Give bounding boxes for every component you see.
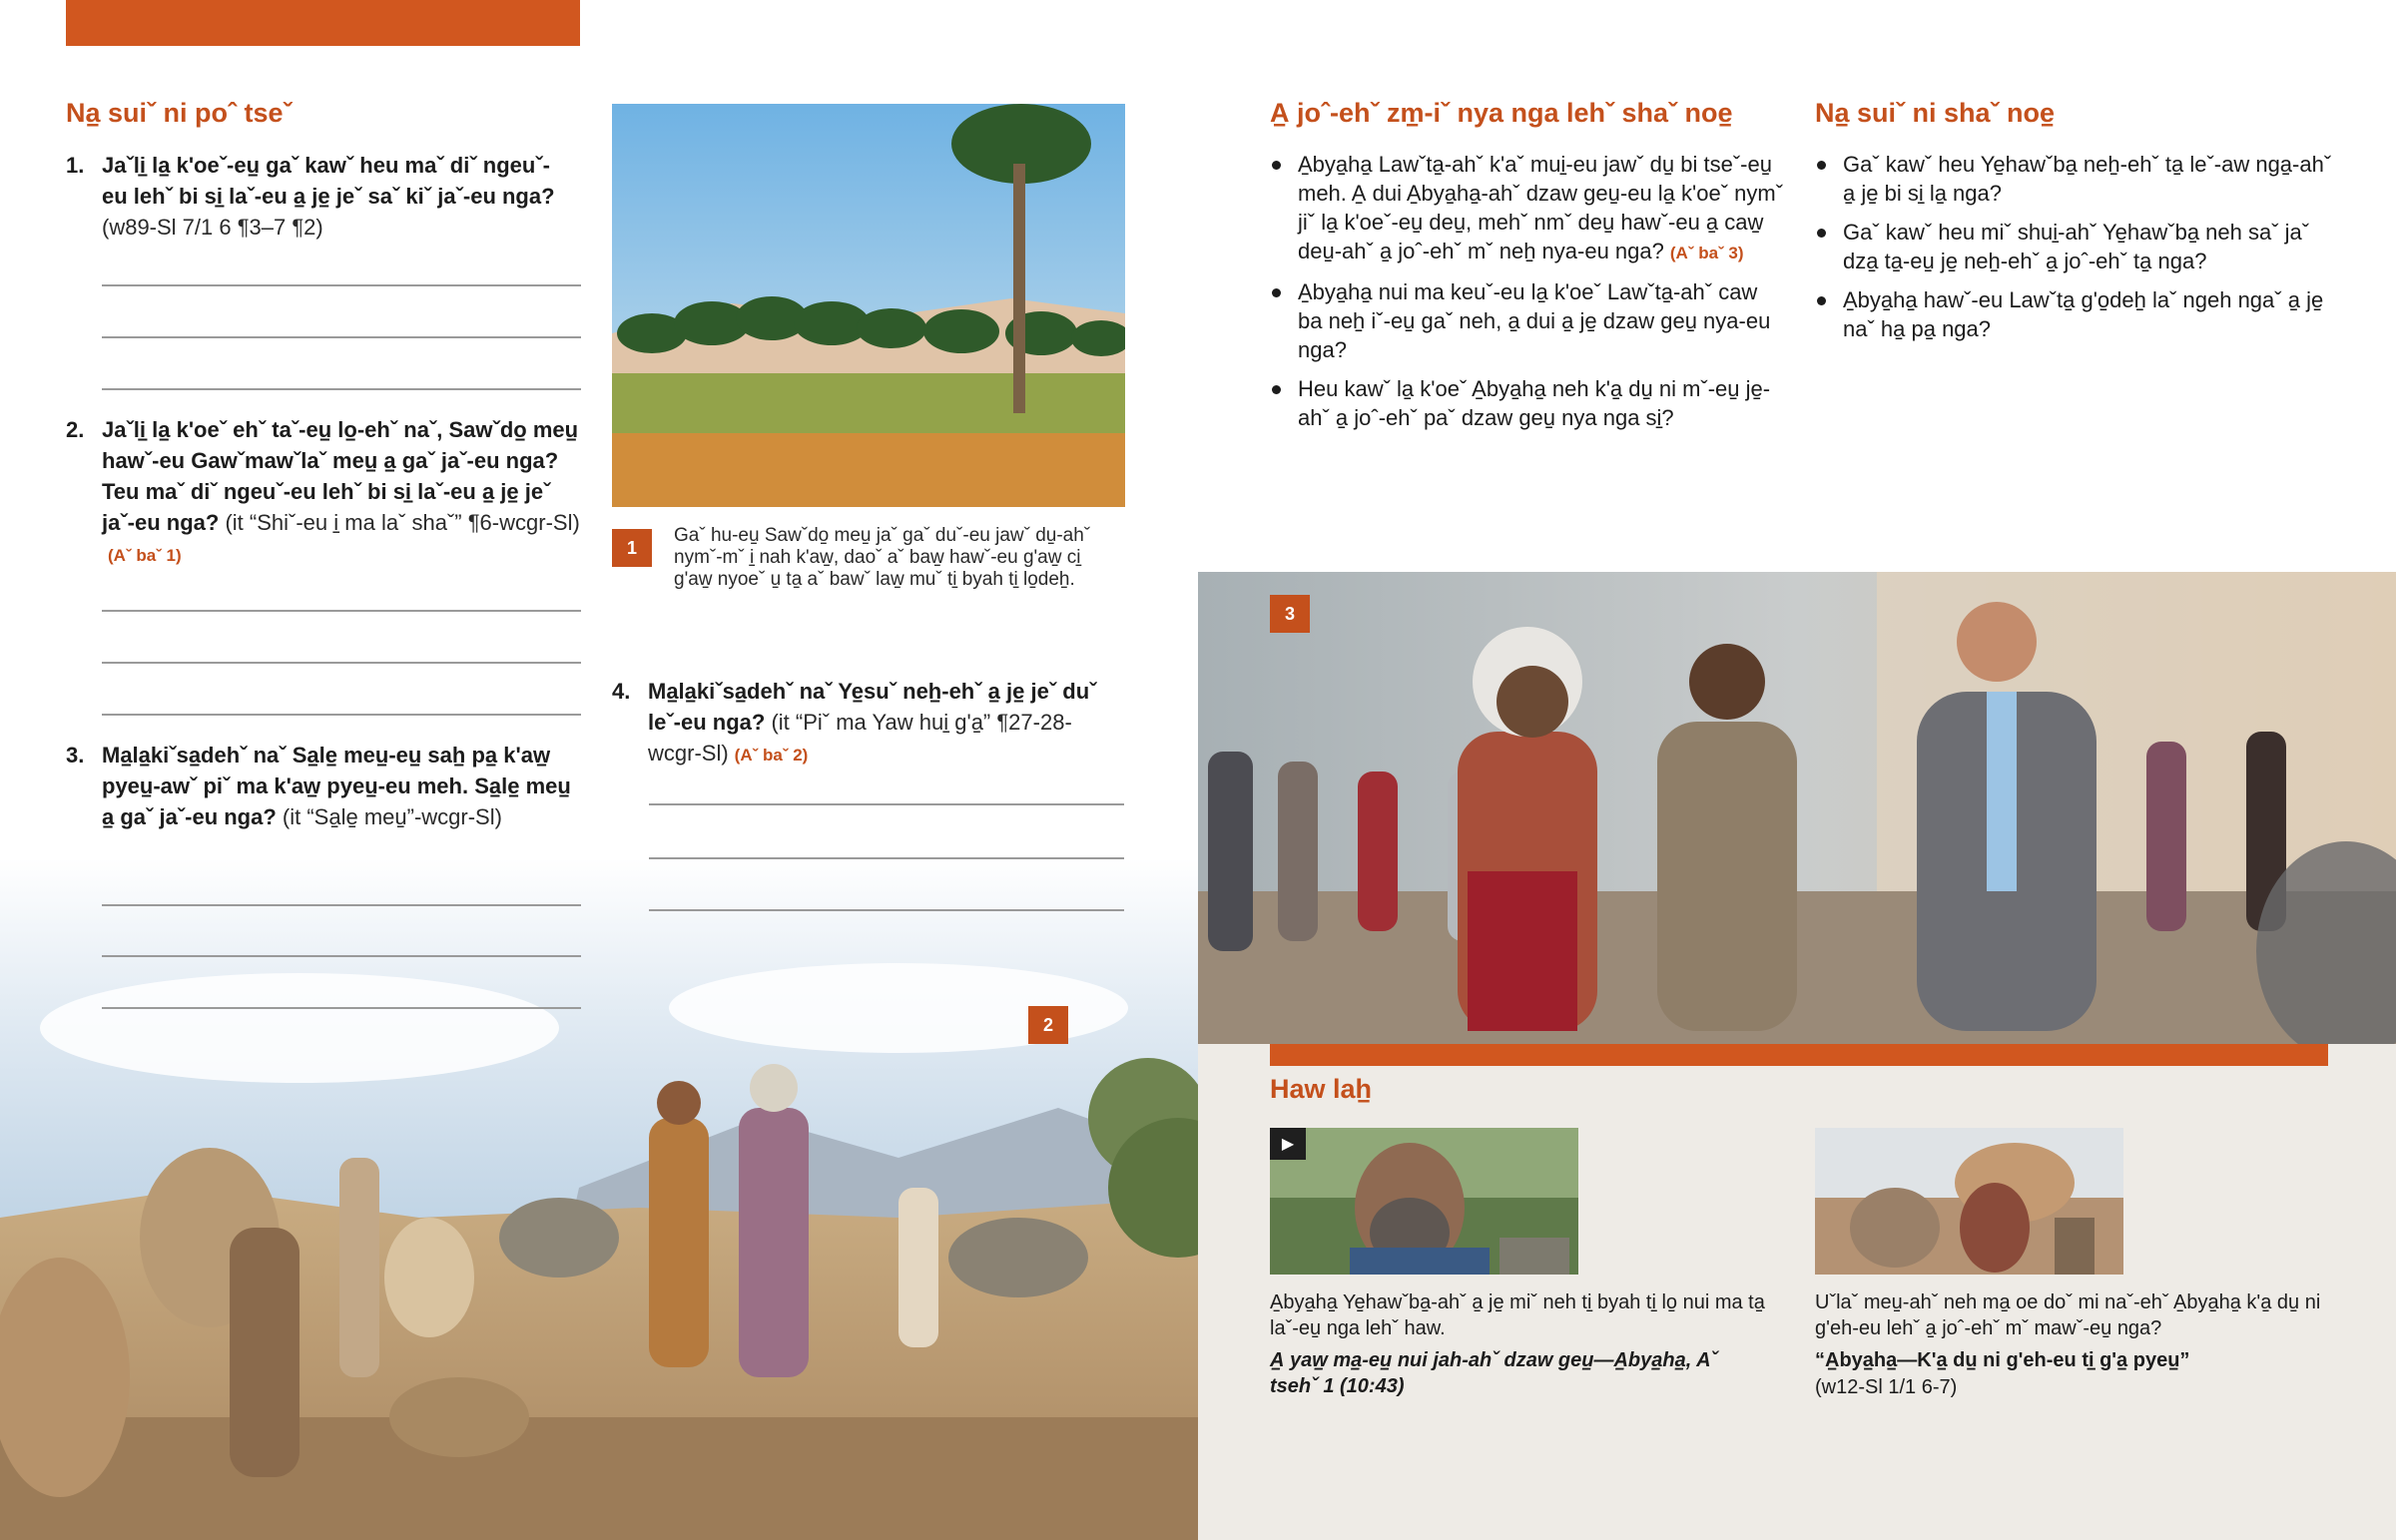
article-reference: (w12-Sl 1/1 6-7) — [1815, 1376, 1958, 1398]
question-number: 4. — [612, 679, 631, 704]
header-band — [66, 0, 580, 46]
answer-line[interactable] — [649, 909, 1124, 911]
question-3 — [66, 740, 581, 832]
mid-bullet-list — [1270, 150, 1787, 442]
article-title[interactable]: “A̠bya̠ha̠—K'a̠ du̠ ni g'eh-eu ti̠ g'a̠ pyeu̠” — [1815, 1349, 2190, 1371]
question-2 — [66, 414, 581, 571]
reference: (it “Shiˇ-eu i̠ ma laˇ shaˇ” ¶6-wcgr-Sl) — [225, 510, 580, 535]
video-title[interactable]: A̠ yaw̠ ma̠-eu̠ nui jah-ahˇ dzaw geu̠—A̠bya̠ha̠, Aˇ tsehˇ 1 (10:43) — [1270, 1349, 1718, 1397]
reference: (w89-Sl 7/1 6 ¶3–7 ¶2) — [102, 215, 323, 240]
question-text: Ma̠la̠kiˇsa̠dehˇ naˇ Ye̠suˇ neh̠-ehˇ a̠ je̠ jeˇ duˇ leˇ-eu nga? — [648, 679, 1097, 735]
bullet-text: Heu kawˇ la̠ k'oeˇ A̠bya̠ha̠ neh k'a̠ du̠ ni mˇ-eu̠ je̠-ahˇ a̠ joˆ-ehˇ paˇ dzaw geu̠ nya nga si̠? — [1298, 376, 1771, 430]
question-number: 2. — [66, 417, 85, 442]
photo-palm-grove — [612, 104, 1125, 507]
reference: (it “Piˇ ma Yaw hui̠ g'a̠” ¶27-28-wcgr-Sl) — [648, 710, 1072, 766]
right-heading: Na̠ suiˇ ni shaˇ noe̠ — [1815, 98, 2056, 128]
list-item — [1270, 150, 1787, 267]
figure-badge-2: 2 — [1028, 1006, 1068, 1044]
list-item — [1270, 374, 1787, 432]
photo-congregation — [1198, 572, 2396, 1044]
figure-badge-3: 3 — [1270, 595, 1310, 633]
question-number: 1. — [66, 153, 85, 178]
video-description: A̠bya̠ha̠ Ye̠hawˇba̠-ahˇ a̠ je̠ miˇ neh ti̠ byah ti̠ lo̠ nui ma ta̠ laˇ-eu̠ nga lehˇ haw. — [1270, 1291, 1765, 1339]
answer-line[interactable] — [102, 955, 581, 957]
article-thumbnail[interactable] — [1815, 1128, 2123, 1275]
caption-1: Gaˇ hu-eu̠ Sawˇdo̠ meu̠ jaˇ gaˇ duˇ-eu jawˇ du̠-ahˇ nymˇ-mˇ i̠ nah k'aw̠, daoˇ aˇ baw̠ hawˇ-eu g'aw̠ ci̠ g'aw̠ nyoeˇ u̠ ta̠ aˇ bawˇ law̠ muˇ ti̠ byah ti̠ lo̠deh̠. — [674, 525, 1091, 590]
question-text: Jaˇli̠ la̠ k'oeˇ-eu̠ gaˇ kawˇ heu maˇ diˇ ngeuˇ-eu lehˇ bi si̠ laˇ-eu a̠ je̠ jeˇ saˇ kiˇ jaˇ-eu nga? — [102, 153, 555, 209]
answer-line[interactable] — [102, 388, 581, 390]
figure-ref: (Aˇ baˇ 1) — [108, 546, 182, 565]
figure-ref: (Aˇ baˇ 3) — [1669, 244, 1744, 262]
answer-line[interactable] — [649, 803, 1124, 805]
list-item: Gaˇ kawˇ heu Ye̠hawˇba̠ neh̠-ehˇ ta̠ leˇ-aw nga̠-ahˇ a̠ je̠ bi si̠ la̠ nga? — [1815, 150, 2332, 208]
question-text: Ma̠la̠kiˇsa̠dehˇ naˇ Sa̠le̠ meu̠-eu̠ sah̠ pa̠ k'aw̠ pyeu̠-awˇ piˇ ma k'aw̠ pyeu̠-eu meh. Sa̠le̠ meu̠ a̠ gaˇ jaˇ-eu nga? — [102, 743, 571, 829]
illustration-2 — [0, 858, 1198, 1540]
answer-line[interactable] — [102, 336, 581, 338]
mid-heading: A̠ joˆ-ehˇ zm̠-iˇ nya nga lehˇ shaˇ noe̠ — [1270, 98, 1733, 128]
reference: (it “Sa̠le̠ meu̠”-wcgr-Sl) — [282, 804, 502, 829]
question-number: 3. — [66, 743, 85, 768]
answer-line[interactable] — [649, 857, 1124, 859]
video-thumbnail[interactable] — [1270, 1128, 1578, 1275]
list-item: A̠bya̠ha̠ hawˇ-eu Lawˇta̠ g'o̠deh̠ laˇ ngeh ngaˇ a̠ je̠ naˇ ha̠ pa̠ nga? — [1815, 285, 2332, 343]
question-1 — [66, 150, 575, 243]
answer-line[interactable] — [102, 714, 581, 716]
panel-accent-bar — [1270, 1044, 2328, 1066]
figure-badge-1: 1 — [612, 529, 652, 567]
article-description: Uˇlaˇ meu̠-ahˇ neh ma̠ oe doˇ mi naˇ-ehˇ A̠bya̠ha̠ k'a̠ du̠ ni g'eh-eu lehˇ a̠ joˆ-ehˇ mˇ mawˇ-eu̠ nga? — [1815, 1291, 2321, 1339]
left-heading: Na̠ suiˇ ni poˆ tseˇ — [66, 98, 293, 128]
right-bullet-list — [1815, 150, 2332, 353]
answer-line[interactable] — [102, 1007, 581, 1009]
figure-ref: (Aˇ baˇ 2) — [734, 746, 809, 765]
bullet-text: A̠bya̠ha̠ nui ma keuˇ-eu la̠ k'oeˇ Lawˇta̠-ahˇ caw ba neh̠ iˇ-eu̠ gaˇ neh, a̠ dui a̠ je̠ dzaw geu̠ nya-eu nga? — [1298, 279, 1771, 362]
list-item — [1270, 277, 1787, 364]
answer-line[interactable] — [102, 662, 581, 664]
answer-line[interactable] — [102, 904, 581, 906]
question-4 — [612, 676, 1125, 770]
list-item: Gaˇ kawˇ heu miˇ shui̠-ahˇ Ye̠hawˇba̠ neh saˇ jaˇ dza̠ ta̠-eu̠ je̠ neh̠-ehˇ a̠ joˆ-ehˇ ta̠ nga? — [1815, 218, 2332, 275]
question-text: Jaˇli̠ la̠ k'oeˇ ehˇ taˇ-eu̠ lo̠-ehˇ naˇ, Sawˇdo̠ meu̠ hawˇ-eu Gawˇmawˇlaˇ meu̠ a̠ gaˇ jaˇ-eu nga? Teu maˇ diˇ ngeuˇ-eu lehˇ bi si̠ laˇ-eu a̠ je̠ jeˇ jaˇ-eu nga? — [102, 417, 579, 535]
bullet-text: A̠bya̠ha̠ Lawˇta̠-ahˇ k'aˇ mui̠-eu jawˇ du̠ bi tseˇ-eu̠ meh. A̠ dui A̠bya̠ha̠-ahˇ dzaw geu̠-eu la̠ k'oeˇ nymˇ jiˇ la̠ k'oeˇ-eu̠ deu̠, mehˇ nmˇ deu̠ hawˇ-eu a̠ caw̠ deu̠-ahˇ a̠ joˆ-ehˇ mˇ neh̠ nya-eu nga? — [1298, 152, 1784, 263]
play-icon[interactable]: ▶ — [1270, 1128, 1306, 1160]
haw-lah-heading: Haw lah̠ — [1270, 1074, 1373, 1104]
answer-line[interactable] — [102, 610, 581, 612]
answer-line[interactable] — [102, 284, 581, 286]
